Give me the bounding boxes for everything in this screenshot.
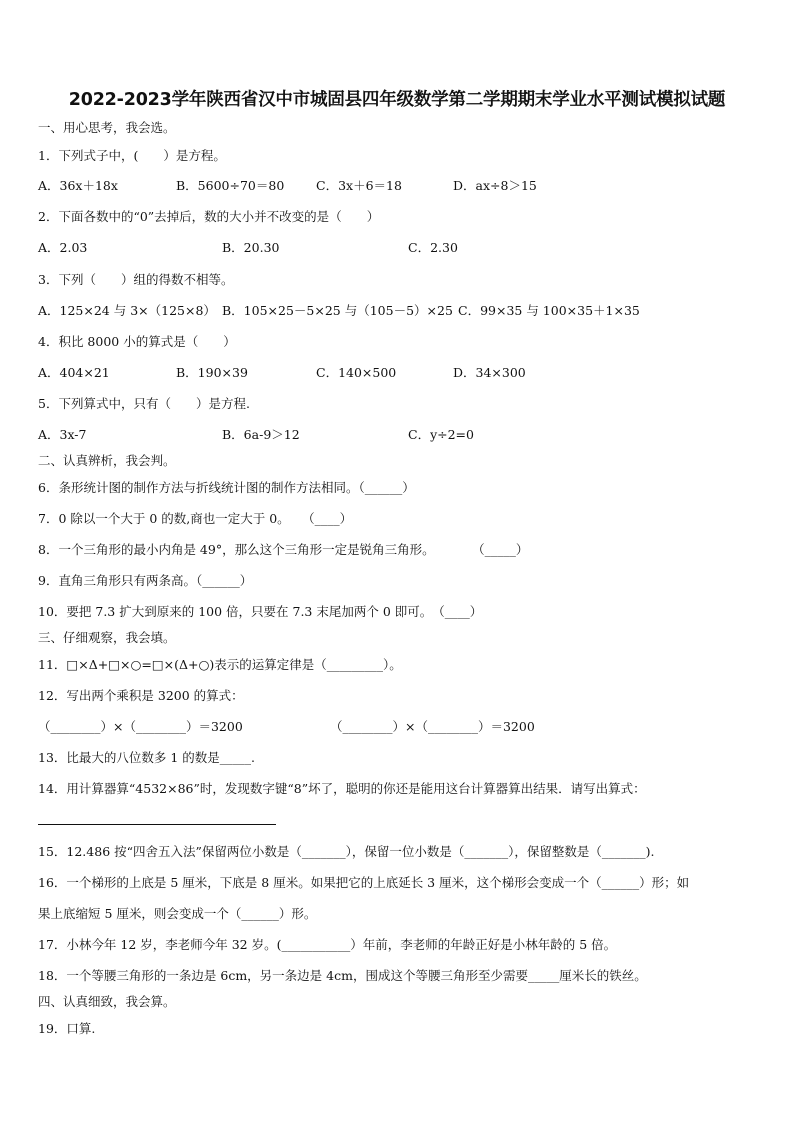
question-9: 9．直角三角形只有两条高。（______） bbox=[38, 573, 253, 588]
question-3-option-a: A．125×24 与 3×（125×8） bbox=[38, 303, 216, 318]
question-17: 17．小林今年 12 岁，李老师今年 32 岁。(___________）年前，李老师的年龄正好是小林年龄的 5 倍。 bbox=[38, 937, 617, 952]
question-1-option-c: C．3x＋6＝18 bbox=[316, 178, 402, 193]
question-4-option-a: A．404×21 bbox=[38, 365, 110, 380]
question-4-option-c: C．140×500 bbox=[316, 365, 397, 380]
question-18: 18．一个等腰三角形的一条边是 6cm，另一条边是 4cm，围成这个等腰三角形至少需要_____厘米长的铁丝。 bbox=[38, 968, 647, 983]
section-3-heading: 三、仔细观察，我会填。 bbox=[38, 630, 176, 645]
question-8: 8．一个三角形的最小内角是 49°，那么这个三角形一定是锐角三角形。 （_____） bbox=[38, 542, 529, 557]
question-2-option-a: A．2.03 bbox=[38, 240, 88, 255]
question-1-option-a: A．36x＋18x bbox=[38, 178, 118, 193]
question-16-line-2: 果上底缩短 5 厘米，则会变成一个（______）形。 bbox=[38, 906, 317, 921]
question-14: 14．用计算器算“4532×86”时，发现数字键“8”坏了，聪明的你还是能用这台计算器算出结果．请写出算式： bbox=[38, 781, 646, 796]
question-12-stem: 12．写出两个乘积是 3200 的算式： bbox=[38, 688, 244, 703]
question-2-stem: 2．下面各数中的“0”去掉后，数的大小并不改变的是（ ） bbox=[38, 209, 380, 224]
question-4-stem: 4．积比 8000 小的算式是（ ） bbox=[38, 334, 236, 349]
section-2-heading: 二、认真辨析，我会判。 bbox=[38, 453, 176, 468]
question-12-blank-1: （________）×（________）＝3200 bbox=[38, 719, 243, 734]
page-title: 2022-2023学年陕西省汉中市城固县四年级数学第二学期期末学业水平测试模拟试题 bbox=[68, 90, 726, 110]
question-1-option-d: D．ax÷8＞15 bbox=[453, 178, 537, 193]
answer-line bbox=[38, 824, 276, 825]
question-4-option-b: B．190×39 bbox=[176, 365, 248, 380]
question-5-stem: 5．下列算式中，只有（ ）是方程. bbox=[38, 396, 250, 411]
question-13: 13．比最大的八位数多 1 的数是_____. bbox=[38, 750, 256, 765]
section-1-heading: 一、用心思考，我会选。 bbox=[38, 120, 176, 135]
question-1-option-b: B．5600÷70＝80 bbox=[176, 178, 285, 193]
question-12-blank-2: （________）×（________）＝3200 bbox=[330, 719, 535, 734]
question-3-stem: 3．下列（ ）组的得数不相等。 bbox=[38, 272, 234, 287]
question-7: 7．0 除以一个大于 0 的数,商也一定大于 0。 （____） bbox=[38, 511, 353, 526]
question-1-stem: 1．下列式子中，( ）是方程。 bbox=[38, 148, 226, 163]
question-16-line-1: 16．一个梯形的上底是 5 厘米，下底是 8 厘米。如果把它的上底延长 3 厘米，这个梯形会变成一个（______）形；如 bbox=[38, 875, 690, 890]
question-11: 11．□×Δ+□×○=□×(Δ+○)表示的运算定律是（_________）。 bbox=[38, 657, 402, 672]
section-4-heading: 四、认真细致，我会算。 bbox=[38, 994, 176, 1009]
question-3-option-b: B．105×25－5×25 与（105－5）×25 bbox=[222, 303, 453, 318]
question-2-option-c: C．2.30 bbox=[408, 240, 458, 255]
question-5-option-b: B．6a-9＞12 bbox=[222, 427, 300, 442]
question-6: 6．条形统计图的制作方法与折线统计图的制作方法相同。（______） bbox=[38, 480, 415, 495]
question-19: 19．口算. bbox=[38, 1021, 96, 1036]
question-5-option-c: C．y÷2=0 bbox=[408, 427, 474, 442]
question-10: 10．要把 7.3 扩大到原来的 100 倍，只要在 7.3 末尾加两个 0 即可。 （____） bbox=[38, 604, 483, 619]
question-15: 15．12.486 按“四舍五入法”保留两位小数是（_______），保留一位小数是（_______），保留整数是（_______). bbox=[38, 844, 655, 859]
question-3-option-c: C．99×35 与 100×35＋1×35 bbox=[458, 303, 640, 318]
question-4-option-d: D．34×300 bbox=[453, 365, 526, 380]
question-2-option-b: B．20.30 bbox=[222, 240, 280, 255]
question-5-option-a: A．3x-7 bbox=[38, 427, 87, 442]
